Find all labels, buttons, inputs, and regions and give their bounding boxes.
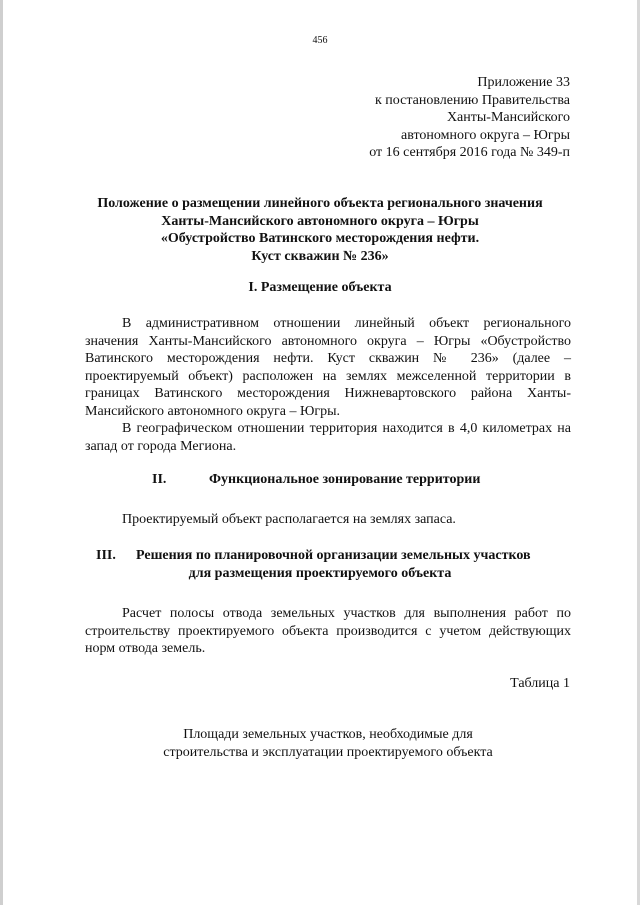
section-3-title-line-2: для размещения проектируемого объекта: [188, 566, 452, 581]
title-line: Куст скважин № 236»: [251, 248, 389, 264]
table-caption-line: Площади земельных участков, необходимые для: [183, 727, 473, 742]
table-label: Таблица 1: [510, 676, 570, 691]
title-line: Ханты-Мансийского автономного округа – Югры: [161, 213, 479, 229]
page-number: 456: [312, 35, 328, 46]
section-2-paragraph: Проектируемый объект располагается на землях запаса.: [122, 512, 456, 527]
title-line: «Обустройство Ватинского месторождения нефти.: [160, 231, 480, 246]
section-1-paragraph-1: В административном отношении линейный объект регионального значения Ханты-Мансийского автономного округа – Югры «Обустройство Ватинского месторождения нефти. Куст скважин № 236» (далее – проектируемый объект) расположен на землях межселенной территории в границах Ватинского месторождения Нижневартовского района Ханты-Мансийского автономного округа – Югры.: [85, 316, 571, 419]
appendix-line: Приложение 33: [477, 75, 570, 90]
section-2-number: II.: [152, 472, 167, 487]
section-2-title: Функциональное зонирование территории: [209, 472, 481, 487]
table-caption-line: строительства и эксплуатации проектируемого объекта: [163, 745, 493, 760]
table-caption: [85, 726, 571, 762]
appendix-block: [369, 74, 570, 162]
document-title: [70, 195, 570, 265]
section-1-paragraph-2: В географическом отношении территория находится в 4,0 километрах на запад от города Мегиона.: [85, 421, 571, 454]
section-3-paragraph: Расчет полосы отвода земельных участков для выполнения работ по строительству проектируемого объекта производится с учетом действующих норм отвода земель.: [85, 606, 571, 656]
appendix-line: к постановлению Правительства: [374, 92, 570, 108]
section-3-title-line-1: Решения по планировочной организации земельных участков: [136, 548, 531, 563]
section-1-heading: I. Размещение объекта: [248, 280, 392, 295]
title-line: Положение о размещении линейного объекта регионального значения: [97, 196, 543, 211]
appendix-line: от 16 сентября 2016 года № 349-п: [369, 145, 570, 160]
appendix-line: автономного округа – Югры: [401, 127, 570, 143]
scan-edge-left: [0, 0, 3, 905]
appendix-line: Ханты-Мансийского: [446, 110, 570, 125]
section-3-number: III.: [96, 548, 116, 563]
